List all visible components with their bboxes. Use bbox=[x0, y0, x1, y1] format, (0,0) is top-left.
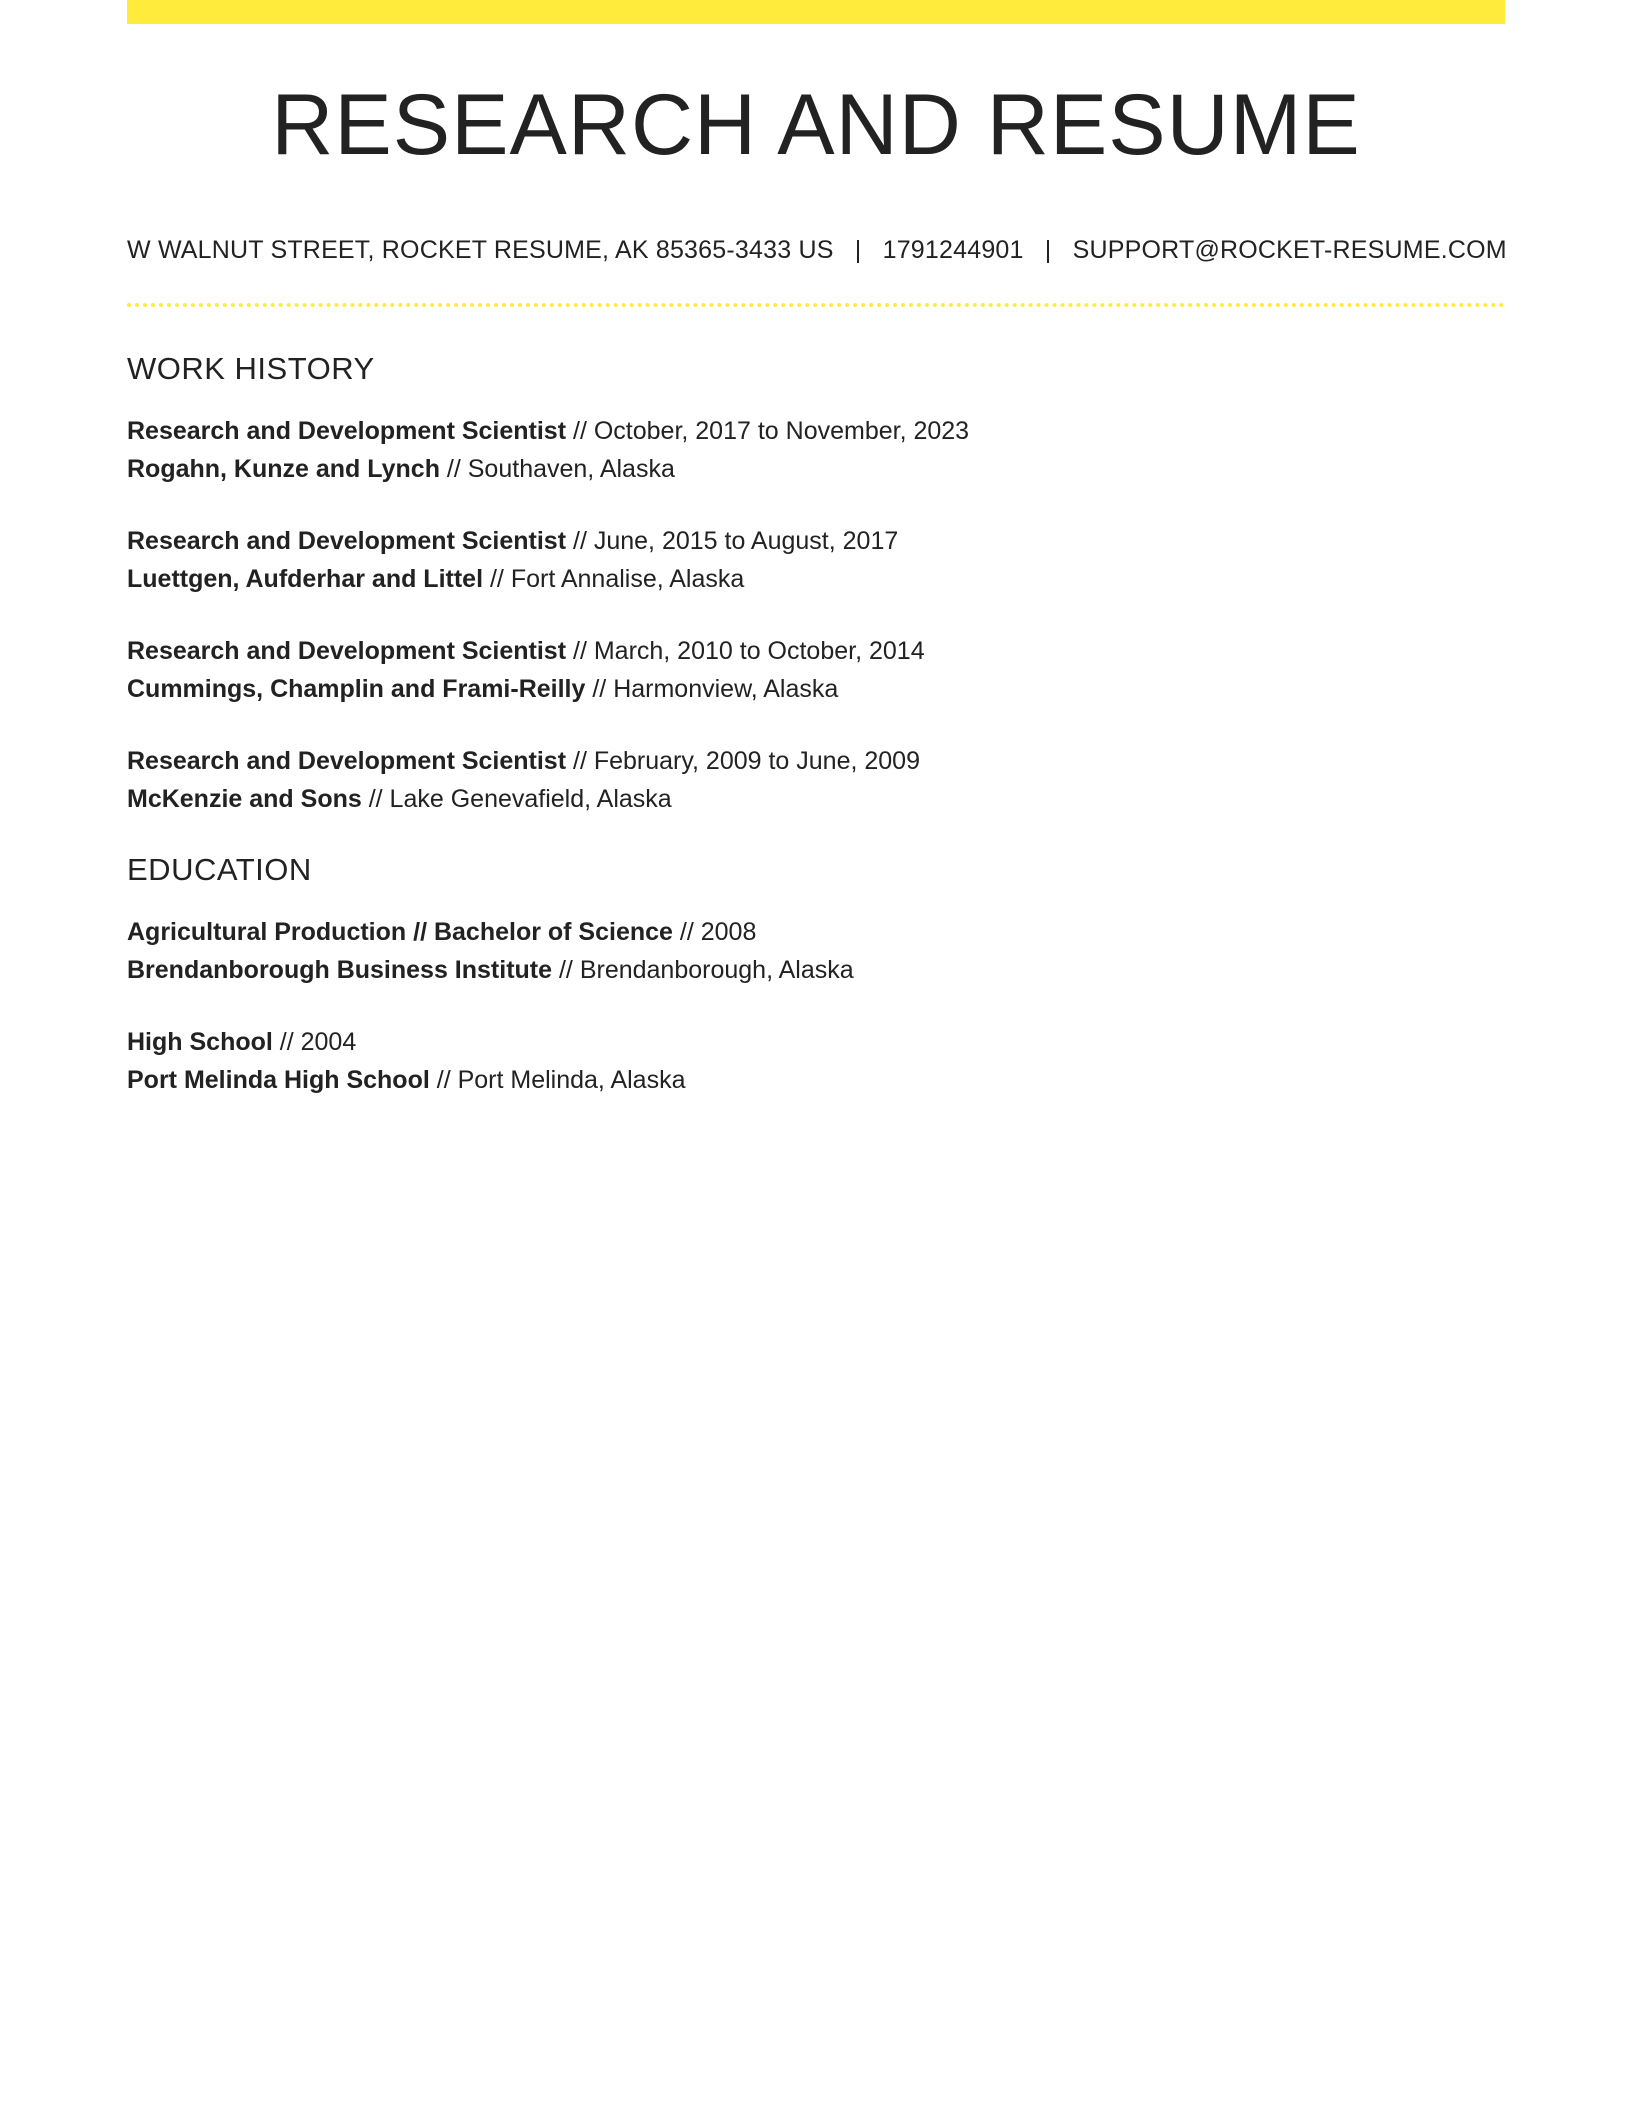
work-role: Research and Development Scientist bbox=[127, 747, 567, 775]
education-entry-line-2 bbox=[127, 1061, 1505, 1099]
work-company: Luettgen, Aufderhar and Littel bbox=[127, 565, 484, 593]
section-title-education: EDUCATION bbox=[127, 852, 312, 887]
work-company: McKenzie and Sons bbox=[127, 785, 362, 813]
work-dates: // March, 2010 to October, 2014 bbox=[573, 637, 925, 665]
education-school: Port Melinda High School bbox=[127, 1066, 430, 1094]
work-company: Rogahn, Kunze and Lynch bbox=[127, 455, 440, 483]
contact-address: W WALNUT STREET, ROCKET RESUME, AK 85365-3433 US bbox=[127, 236, 834, 264]
dotted-divider bbox=[127, 303, 1505, 307]
work-entry-line-1 bbox=[127, 632, 1505, 670]
work-entry-line-1 bbox=[127, 522, 1505, 560]
work-entry bbox=[127, 522, 1505, 598]
education-degree: High School bbox=[127, 1028, 273, 1056]
work-company: Cummings, Champlin and Frami-Reilly bbox=[127, 675, 586, 703]
work-role: Research and Development Scientist bbox=[127, 637, 567, 665]
work-dates: // February, 2009 to June, 2009 bbox=[573, 747, 920, 775]
work-location: // Lake Genevafield, Alaska bbox=[368, 785, 672, 813]
work-location: // Southaven, Alaska bbox=[446, 455, 675, 483]
work-entry-line-2 bbox=[127, 450, 1505, 488]
education-entry-line-1 bbox=[127, 913, 1505, 951]
work-role: Research and Development Scientist bbox=[127, 417, 567, 445]
resume-title: RESEARCH AND RESUME bbox=[271, 77, 1361, 173]
education-location: // Port Melinda, Alaska bbox=[436, 1066, 686, 1094]
work-role: Research and Development Scientist bbox=[127, 527, 567, 555]
education-entry-line-2 bbox=[127, 951, 1505, 989]
work-entry bbox=[127, 742, 1505, 818]
work-entry-line-1 bbox=[127, 412, 1505, 450]
education-section bbox=[127, 854, 1505, 1099]
contact-phone: 1791244901 bbox=[882, 236, 1024, 264]
education-entry bbox=[127, 913, 1505, 989]
contact-separator: | bbox=[854, 236, 862, 264]
work-dates: // October, 2017 to November, 2023 bbox=[573, 417, 970, 445]
resume-page bbox=[127, 0, 1505, 1099]
education-year: // 2008 bbox=[679, 918, 757, 946]
work-location: // Fort Annalise, Alaska bbox=[489, 565, 745, 593]
work-entry-line-2 bbox=[127, 670, 1505, 708]
education-school: Brendanborough Business Institute bbox=[127, 956, 553, 984]
work-history-section bbox=[127, 353, 1505, 818]
contact-email: SUPPORT@ROCKET-RESUME.COM bbox=[1072, 236, 1507, 264]
work-entry-line-2 bbox=[127, 780, 1505, 818]
education-year: // 2004 bbox=[279, 1028, 357, 1056]
contact-line bbox=[127, 236, 1505, 265]
education-entry bbox=[127, 1023, 1505, 1099]
top-accent-bar bbox=[127, 0, 1505, 24]
section-title-work-history: WORK HISTORY bbox=[127, 351, 375, 386]
education-degree: Agricultural Production // Bachelor of Science bbox=[127, 918, 673, 946]
work-location: // Harmonview, Alaska bbox=[592, 675, 839, 703]
work-entry-line-1 bbox=[127, 742, 1505, 780]
work-entry bbox=[127, 632, 1505, 708]
contact-separator: | bbox=[1044, 236, 1052, 264]
work-entry bbox=[127, 412, 1505, 488]
education-entry-line-1 bbox=[127, 1023, 1505, 1061]
education-location: // Brendanborough, Alaska bbox=[558, 956, 854, 984]
work-dates: // June, 2015 to August, 2017 bbox=[573, 527, 899, 555]
work-entry-line-2 bbox=[127, 560, 1505, 598]
